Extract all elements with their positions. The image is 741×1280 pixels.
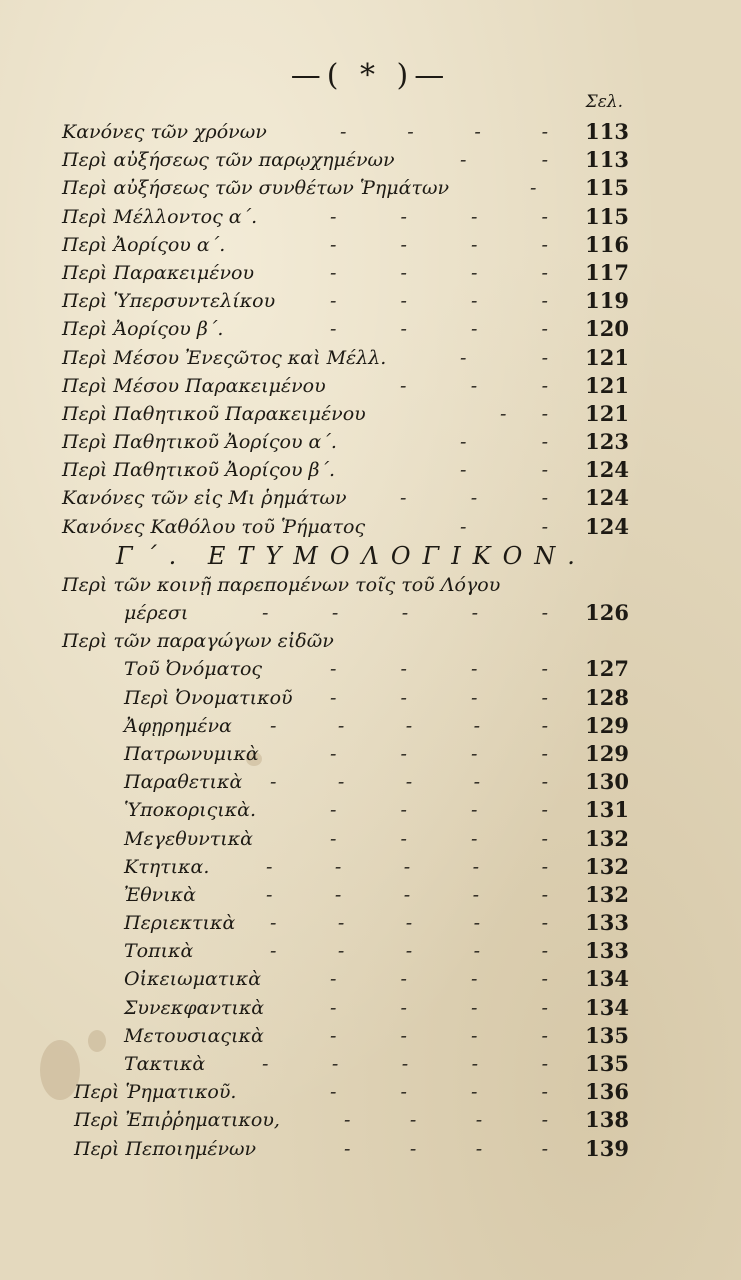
- entry-title: Περὶ Ῥηματικοῦ.: [74, 1081, 237, 1104]
- entry-page: 124: [585, 513, 629, 539]
- entry-page: 113: [585, 119, 629, 144]
- entry-page: 124: [585, 485, 629, 511]
- entry-page: 115: [585, 203, 629, 229]
- entry-title: Πατρωνυμικὰ: [124, 742, 259, 765]
- entry-page: 139: [585, 1135, 629, 1161]
- entry-page: 121: [585, 372, 629, 398]
- toc-entry: [0, 909, 741, 937]
- leader-dashes: - -: [460, 149, 548, 172]
- page-column-label: Σελ.: [585, 92, 623, 112]
- entry-title: Κανόνες τῶν χρόνων: [62, 121, 267, 143]
- leader-dashes: - - - - -: [270, 912, 548, 935]
- entry-title: Ἀφῃρημένα: [124, 714, 232, 737]
- toc-entry: [0, 456, 741, 484]
- leader-dashes: - - - -: [330, 658, 548, 681]
- entry-page: 124: [585, 457, 629, 483]
- leader-dashes: - - - -: [344, 1137, 548, 1160]
- leader-dashes: - - - -: [330, 799, 548, 822]
- entry-title: Τοῦ Ὀνόματος: [124, 658, 263, 681]
- toc-entry: [0, 1050, 741, 1078]
- entry-title: Κανόνες τῶν εἰς Μι ῥημάτων: [62, 487, 347, 510]
- entry-title: μέρεσι: [124, 602, 189, 624]
- entry-title: Μεγεθυντικὰ: [124, 827, 253, 850]
- entry-page: 131: [585, 797, 629, 823]
- entry-title: Τακτικὰ: [124, 1053, 206, 1075]
- entry-title: Περιεκτικὰ: [124, 912, 236, 935]
- leader-dashes: - - - -: [330, 827, 548, 850]
- leader-dashes: - - - -: [330, 233, 548, 256]
- entry-page: 121: [585, 344, 629, 370]
- section-heading: [0, 541, 741, 571]
- leader-dashes: - - - -: [330, 261, 548, 284]
- entry-page: 120: [585, 316, 629, 342]
- toc-entry: [0, 796, 741, 824]
- leader-dashes: - - - -: [330, 996, 548, 1019]
- leader-dashes: -: [530, 177, 537, 200]
- entry-page: 134: [585, 994, 629, 1020]
- leader-dashes: - - - - -: [266, 855, 548, 878]
- entry-page: 133: [585, 938, 629, 964]
- entry-page: 138: [585, 1107, 629, 1133]
- entry-title: Παραθετικὰ: [124, 771, 243, 794]
- leader-dashes: - - -: [400, 487, 548, 510]
- leader-dashes: - - - - -: [270, 940, 548, 963]
- leader-dashes: - - - -: [330, 686, 548, 709]
- entry-title: Οἰκειωματικὰ: [124, 968, 262, 991]
- toc-entry: [0, 881, 741, 909]
- section-title: Γ΄. ΕΤΥΜΟΛΟΓΙΚΟΝ.: [116, 541, 587, 570]
- entry-page: 127: [585, 656, 629, 682]
- toc-entry: [0, 825, 741, 853]
- entry-title: Περὶ τῶν κοινῇ παρεπομένων τοῖς τοῦ Λόγου: [62, 573, 501, 596]
- toc-entry: [0, 118, 741, 146]
- entry-page: 129: [585, 740, 629, 766]
- entry-title: Περὶ τῶν παραγώγων εἰδῶν: [62, 630, 334, 653]
- toc-entry: [0, 965, 741, 993]
- entry-title: Περὶ Ἀορίςου α΄.: [62, 233, 226, 256]
- leader-dashes: - -: [460, 459, 548, 482]
- toc-entry: [0, 344, 741, 372]
- toc-entry: [0, 428, 741, 456]
- entry-title: Μετουσιαςικὰ: [124, 1024, 264, 1047]
- toc-entry: [0, 1135, 741, 1163]
- leader-dashes: - - - -: [340, 121, 548, 143]
- entry-page: 135: [585, 1051, 629, 1076]
- leader-dashes: - - - -: [330, 1024, 548, 1047]
- leader-dashes: - - - - -: [262, 1053, 548, 1075]
- toc-entry: [0, 627, 741, 655]
- toc-entry: [0, 937, 741, 965]
- leader-dashes: - -: [500, 402, 548, 425]
- toc-entry: [0, 655, 741, 683]
- entry-title: Συνεκφαντικὰ: [124, 996, 265, 1019]
- entry-page: 116: [585, 231, 629, 257]
- entry-page: 129: [585, 712, 629, 738]
- toc-entry: [0, 174, 741, 202]
- leader-dashes: - - - -: [344, 1109, 548, 1132]
- toc-entry: [0, 712, 741, 740]
- toc-entry: [0, 231, 741, 259]
- entry-title: Περὶ Ἀορίςου β΄.: [62, 318, 224, 341]
- entry-title: Περὶ Ὑπερσυντελίκου: [62, 290, 276, 313]
- entry-page: 136: [585, 1079, 629, 1105]
- toc-entry: [0, 740, 741, 768]
- entry-page: 130: [585, 769, 629, 795]
- entry-title: Περὶ Μέσου Παρακειμένου: [62, 374, 326, 397]
- leader-dashes: - - - -: [330, 290, 548, 313]
- entry-page: 132: [585, 825, 629, 851]
- toc-entry: [0, 684, 741, 712]
- entry-title: Περὶ Παθητικοῦ Παρακειμένου: [62, 402, 366, 425]
- toc-entry: [0, 1106, 741, 1134]
- toc-entry: [0, 599, 741, 627]
- toc-entry: [0, 400, 741, 428]
- entry-title: Περὶ Παθητικοῦ Ἀορίςου α΄.: [62, 431, 337, 454]
- entry-page: 128: [585, 684, 629, 710]
- entry-title: Περὶ Μέλλοντος α΄.: [62, 205, 258, 228]
- entry-title: Ὑποκοριςικὰ.: [124, 799, 257, 822]
- toc-entry: [0, 994, 741, 1022]
- leader-dashes: - - - - -: [266, 883, 548, 906]
- toc-entry: [0, 571, 741, 599]
- entry-page: 119: [585, 288, 629, 314]
- toc-entry: [0, 372, 741, 400]
- entry-title: Περὶ Ἐπιῤῥηματικου,: [74, 1109, 280, 1132]
- entry-title: Ἐθνικὰ: [124, 883, 196, 906]
- entry-title: Κτητικα.: [124, 855, 210, 878]
- entry-page: 132: [585, 881, 629, 907]
- entry-title: Περὶ Παρακειμένου: [62, 261, 255, 284]
- toc-entry: [0, 1022, 741, 1050]
- leader-dashes: - - - -: [330, 742, 548, 765]
- leader-dashes: - - - -: [330, 205, 548, 228]
- toc-entry: [0, 259, 741, 287]
- toc-entry: [0, 853, 741, 881]
- entry-page: 115: [585, 175, 629, 201]
- entry-page: 132: [585, 853, 629, 879]
- entry-title: Περὶ Μέσου Ἐνεςῶτος καὶ Μέλλ.: [62, 346, 387, 369]
- toc-entry: [0, 203, 741, 231]
- toc-entry: [0, 146, 741, 174]
- entry-title: Κανόνες Καθόλου τοῦ Ῥήματος: [62, 515, 366, 538]
- leader-dashes: - - - -: [330, 318, 548, 341]
- entry-page: 123: [585, 429, 629, 455]
- leader-dashes: - -: [460, 431, 548, 454]
- entry-page: 117: [585, 259, 629, 285]
- entry-page: 113: [585, 147, 629, 173]
- toc-entry: [0, 768, 741, 796]
- leader-dashes: - - -: [400, 374, 548, 397]
- toc-entry: [0, 287, 741, 315]
- entry-title: Περὶ αὐξήσεως τῶν συνθέτων Ῥημάτων: [62, 177, 450, 200]
- toc-entry: [0, 1078, 741, 1106]
- entry-title: Περὶ Παθητικοῦ Ἀορίςου β΄.: [62, 459, 336, 482]
- entry-page: 135: [585, 1022, 629, 1048]
- leader-dashes: - - - -: [330, 1081, 548, 1104]
- entry-title: Τοπικὰ: [124, 940, 194, 963]
- page-header: —( * )—: [290, 58, 451, 93]
- leader-dashes: - -: [460, 515, 548, 538]
- entry-page: 121: [585, 400, 629, 426]
- leader-dashes: - - - -: [330, 968, 548, 991]
- toc-entry: [0, 484, 741, 512]
- leader-dashes: - -: [460, 346, 548, 369]
- toc-entry: [0, 315, 741, 343]
- entry-page: 134: [585, 966, 629, 992]
- table-of-contents: [0, 118, 741, 1163]
- toc-entry: [0, 513, 741, 541]
- entry-page: 126: [585, 600, 629, 625]
- leader-dashes: - - - - -: [262, 602, 548, 624]
- entry-page: 133: [585, 910, 629, 936]
- entry-title: Περὶ Ὀνοματικοῦ: [124, 686, 293, 709]
- entry-title: Περὶ αὐξήσεως τῶν παρῳχημένων: [62, 149, 395, 172]
- entry-title: Περὶ Πεποιημένων: [74, 1137, 257, 1160]
- leader-dashes: - - - - -: [270, 714, 548, 737]
- leader-dashes: - - - - -: [270, 771, 548, 794]
